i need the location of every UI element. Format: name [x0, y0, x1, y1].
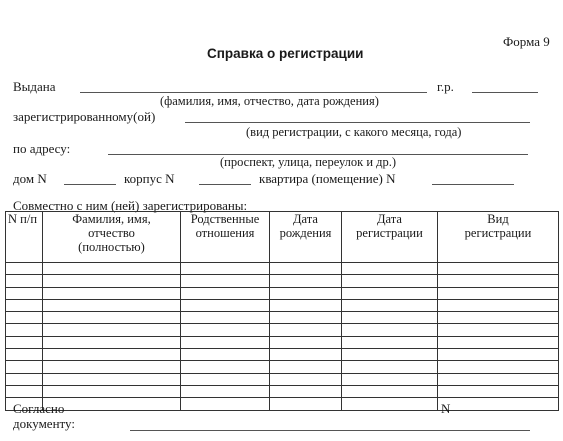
table-cell[interactable]: [342, 287, 438, 299]
house-label: дом N: [13, 171, 47, 186]
table-cell[interactable]: [270, 324, 342, 336]
table-cell[interactable]: [270, 336, 342, 348]
table-cell[interactable]: [342, 299, 438, 311]
document-title: Справка о регистрации: [207, 46, 364, 61]
table-cell[interactable]: [43, 349, 181, 361]
birth-year-label: г.р.: [437, 79, 454, 94]
table-cell[interactable]: [270, 312, 342, 324]
table-cell[interactable]: [181, 373, 270, 385]
table-cell[interactable]: [270, 299, 342, 311]
table-cell[interactable]: [438, 312, 559, 324]
issued-label: Выдана: [13, 79, 56, 94]
table-row: [6, 263, 559, 275]
col-header-line: Дата: [377, 212, 402, 226]
table-cell[interactable]: [6, 263, 43, 275]
table-cell[interactable]: [270, 373, 342, 385]
table-body: [6, 263, 559, 411]
col-header-line: Дата: [293, 212, 318, 226]
table-cell[interactable]: [181, 361, 270, 373]
table-cell[interactable]: [181, 299, 270, 311]
table-cell[interactable]: [342, 373, 438, 385]
col-header-line: Родственные: [190, 212, 260, 226]
col-header-number: [6, 212, 43, 263]
house-field[interactable]: [64, 184, 116, 185]
registered-label: зарегистрированному(ой): [13, 109, 156, 124]
table-cell[interactable]: [342, 349, 438, 361]
table-cell[interactable]: [6, 349, 43, 361]
name-hint: (фамилия, имя, отчество, дата рождения): [160, 94, 379, 108]
table-cell[interactable]: [342, 324, 438, 336]
table-cell[interactable]: [438, 287, 559, 299]
table-cell[interactable]: [6, 373, 43, 385]
table-row: [6, 275, 559, 287]
table-cell[interactable]: [43, 361, 181, 373]
table-cell[interactable]: [181, 287, 270, 299]
birth-year-field[interactable]: [472, 92, 538, 93]
col-header-line: Фамилия, имя,: [72, 212, 151, 226]
col-header-registration-date: [342, 212, 438, 263]
table-cell[interactable]: [181, 398, 270, 410]
table-row: [6, 287, 559, 299]
table-cell[interactable]: [438, 398, 559, 410]
address-label: по адресу:: [13, 141, 71, 156]
col-header-line: отчество: [88, 226, 135, 240]
according-label-line2: документу:: [13, 416, 75, 431]
col-header-registration-type: [438, 212, 559, 263]
table-cell[interactable]: [270, 385, 342, 397]
table-cell[interactable]: [43, 299, 181, 311]
table-cell[interactable]: [270, 398, 342, 410]
table-cell[interactable]: [438, 349, 559, 361]
according-label-line1: Согласно: [13, 401, 65, 416]
table-cell[interactable]: [438, 361, 559, 373]
table-cell[interactable]: [6, 385, 43, 397]
table-cell[interactable]: [270, 275, 342, 287]
table-row: [6, 349, 559, 361]
table-cell[interactable]: [181, 349, 270, 361]
table-cell[interactable]: [43, 263, 181, 275]
table-cell[interactable]: [181, 263, 270, 275]
table-cell[interactable]: [438, 336, 559, 348]
col-header-line: регистрации: [356, 226, 423, 240]
table-cell[interactable]: [270, 263, 342, 275]
form-number: Форма 9: [503, 34, 550, 49]
col-header-line: N п/п: [8, 212, 38, 226]
col-header-relationship: [181, 212, 270, 263]
table-cell[interactable]: [342, 398, 438, 410]
col-header-line: отношения: [195, 226, 255, 240]
table-cell[interactable]: [43, 275, 181, 287]
table-cell[interactable]: [43, 287, 181, 299]
table-cell[interactable]: [6, 299, 43, 311]
table-cell[interactable]: [43, 336, 181, 348]
table-cell[interactable]: [6, 324, 43, 336]
table-cell[interactable]: [6, 361, 43, 373]
col-header-full-name: [43, 212, 181, 263]
table-cell[interactable]: [43, 385, 181, 397]
address-hint: (проспект, улица, переулок и др.): [220, 155, 397, 169]
table-cell[interactable]: [270, 287, 342, 299]
registration-hint: (вид регистрации, с какого месяца, года): [246, 125, 462, 139]
apartment-label: квартира (помещение) N: [259, 171, 396, 186]
building-label: корпус N: [124, 171, 175, 186]
table-row: [6, 385, 559, 397]
table-cell[interactable]: [43, 373, 181, 385]
table-cell[interactable]: [342, 361, 438, 373]
apartment-field[interactable]: [432, 184, 514, 185]
table-cell[interactable]: [181, 324, 270, 336]
registration-type-field[interactable]: [185, 122, 530, 123]
table-row: [6, 398, 559, 410]
table-row: [6, 299, 559, 311]
table-row: [6, 373, 559, 385]
table-cell[interactable]: [342, 263, 438, 275]
table-cell[interactable]: [438, 385, 559, 397]
table-row: [6, 312, 559, 324]
supporting-document-field[interactable]: [130, 430, 530, 431]
col-header-line: рождения: [279, 226, 332, 240]
table-cell[interactable]: [342, 336, 438, 348]
table-cell[interactable]: [270, 361, 342, 373]
document-number-label: N: [441, 401, 451, 416]
table-cell[interactable]: [6, 287, 43, 299]
table-cell[interactable]: [181, 312, 270, 324]
table-cell[interactable]: [6, 312, 43, 324]
table-cell[interactable]: [438, 299, 559, 311]
table-row: [6, 361, 559, 373]
col-header-line: (полностью): [78, 240, 145, 254]
table-caption: Совместно с ним (ней) зарегистрированы:: [13, 198, 248, 213]
table-cell[interactable]: [43, 312, 181, 324]
table-cell[interactable]: [181, 275, 270, 287]
col-header-birth-date: [270, 212, 342, 263]
table-row: [6, 336, 559, 348]
table-cell[interactable]: [181, 385, 270, 397]
table-cell[interactable]: [270, 349, 342, 361]
table-cell[interactable]: [438, 324, 559, 336]
table-cell[interactable]: [342, 275, 438, 287]
table-cell[interactable]: [438, 275, 559, 287]
table-cell[interactable]: [438, 263, 559, 275]
building-field[interactable]: [199, 184, 251, 185]
table-cell[interactable]: [342, 385, 438, 397]
table-row: [6, 324, 559, 336]
table-cell[interactable]: [181, 336, 270, 348]
table-cell[interactable]: [6, 275, 43, 287]
co-registered-table: [5, 211, 559, 411]
issued-to-field[interactable]: [80, 92, 427, 93]
table-cell[interactable]: [342, 312, 438, 324]
table-header-row: [6, 212, 559, 263]
table-cell[interactable]: [43, 324, 181, 336]
col-header-line: регистрации: [464, 226, 532, 240]
table-cell[interactable]: [6, 336, 43, 348]
table-cell[interactable]: [438, 373, 559, 385]
col-header-line: Вид: [487, 212, 509, 226]
